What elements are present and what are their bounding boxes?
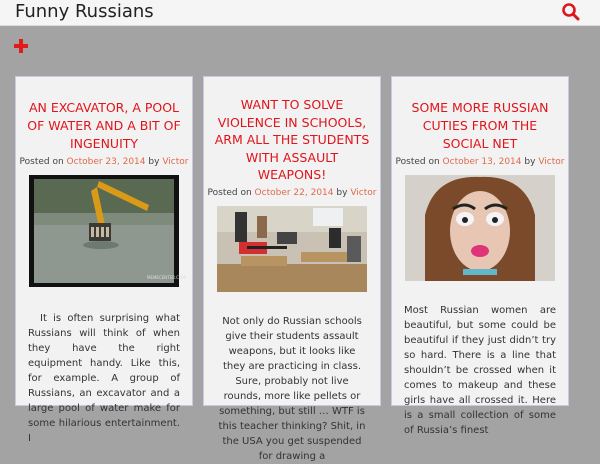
post-author-link[interactable]: Victor	[350, 187, 377, 198]
by-label: by	[148, 157, 160, 167]
post-date-link[interactable]: October 23, 2014	[66, 157, 146, 167]
post-thumbnail-classroom[interactable]	[217, 206, 367, 292]
post-card	[391, 76, 569, 436]
posted-on-label: Posted on	[395, 157, 440, 167]
post-title-link[interactable]: WANT TO SOLVE VIOLENCE IN SCHOOLS, ARM ALL THE STUDENTS WITH ASSAULT WEAPONS!	[214, 97, 370, 182]
post-excerpt: Most Russian women are beautiful, but some could be beautiful if they just didn’t try so hard. There is a line that shouldn’t be crossed when it comes to makeup and these girls have all crossed it. Here is a small collection of some of Russia’s finest	[404, 305, 556, 436]
post-card	[203, 76, 381, 462]
post-meta	[392, 157, 568, 167]
post-card	[15, 76, 193, 444]
post-thumbnail-portrait[interactable]	[405, 175, 555, 281]
post-meta	[204, 188, 380, 198]
post-meta	[16, 157, 192, 167]
post-thumbnail-excavator[interactable]	[29, 175, 186, 287]
posted-on-label: Posted on	[207, 187, 252, 198]
post-date-link[interactable]: October 13, 2014	[442, 157, 522, 167]
image-watermark: MEMECENTER.COM	[147, 275, 186, 280]
post-title-link[interactable]: AN EXCAVATOR, A POOL OF WATER AND A BIT OF INGENUITY	[27, 100, 181, 151]
search-icon[interactable]	[561, 2, 581, 22]
post-author-link[interactable]: Victor	[162, 157, 189, 167]
post-date-link[interactable]: October 22, 2014	[254, 187, 334, 198]
by-label: by	[524, 157, 536, 167]
post-excerpt: It is often surprising what Russians will think of when they have the right equipment handy. Like this, for example. A group of Russians, an excavator and a large pool of water make for some hilarious entertainment. I	[28, 313, 180, 444]
post-excerpt: Not only do Russian schools give their students assault weapons, but it looks like they are practicing in class. Sure, probably not live rounds, more like pellets or something, but still … WTF is this teacher thinking? Shit, in the USA you get suspended for drawing a	[218, 315, 366, 462]
post-author-link[interactable]: Victor	[538, 157, 565, 167]
post-title-link[interactable]: SOME MORE RUSSIAN CUTIES FROM THE SOCIAL NET	[411, 100, 549, 151]
site-title[interactable]: Funny Russians	[15, 1, 154, 22]
top-bar	[0, 0, 600, 26]
posted-on-label: Posted on	[19, 157, 64, 167]
by-label: by	[336, 187, 348, 198]
menu-toggle-plus-icon[interactable]	[14, 39, 30, 55]
